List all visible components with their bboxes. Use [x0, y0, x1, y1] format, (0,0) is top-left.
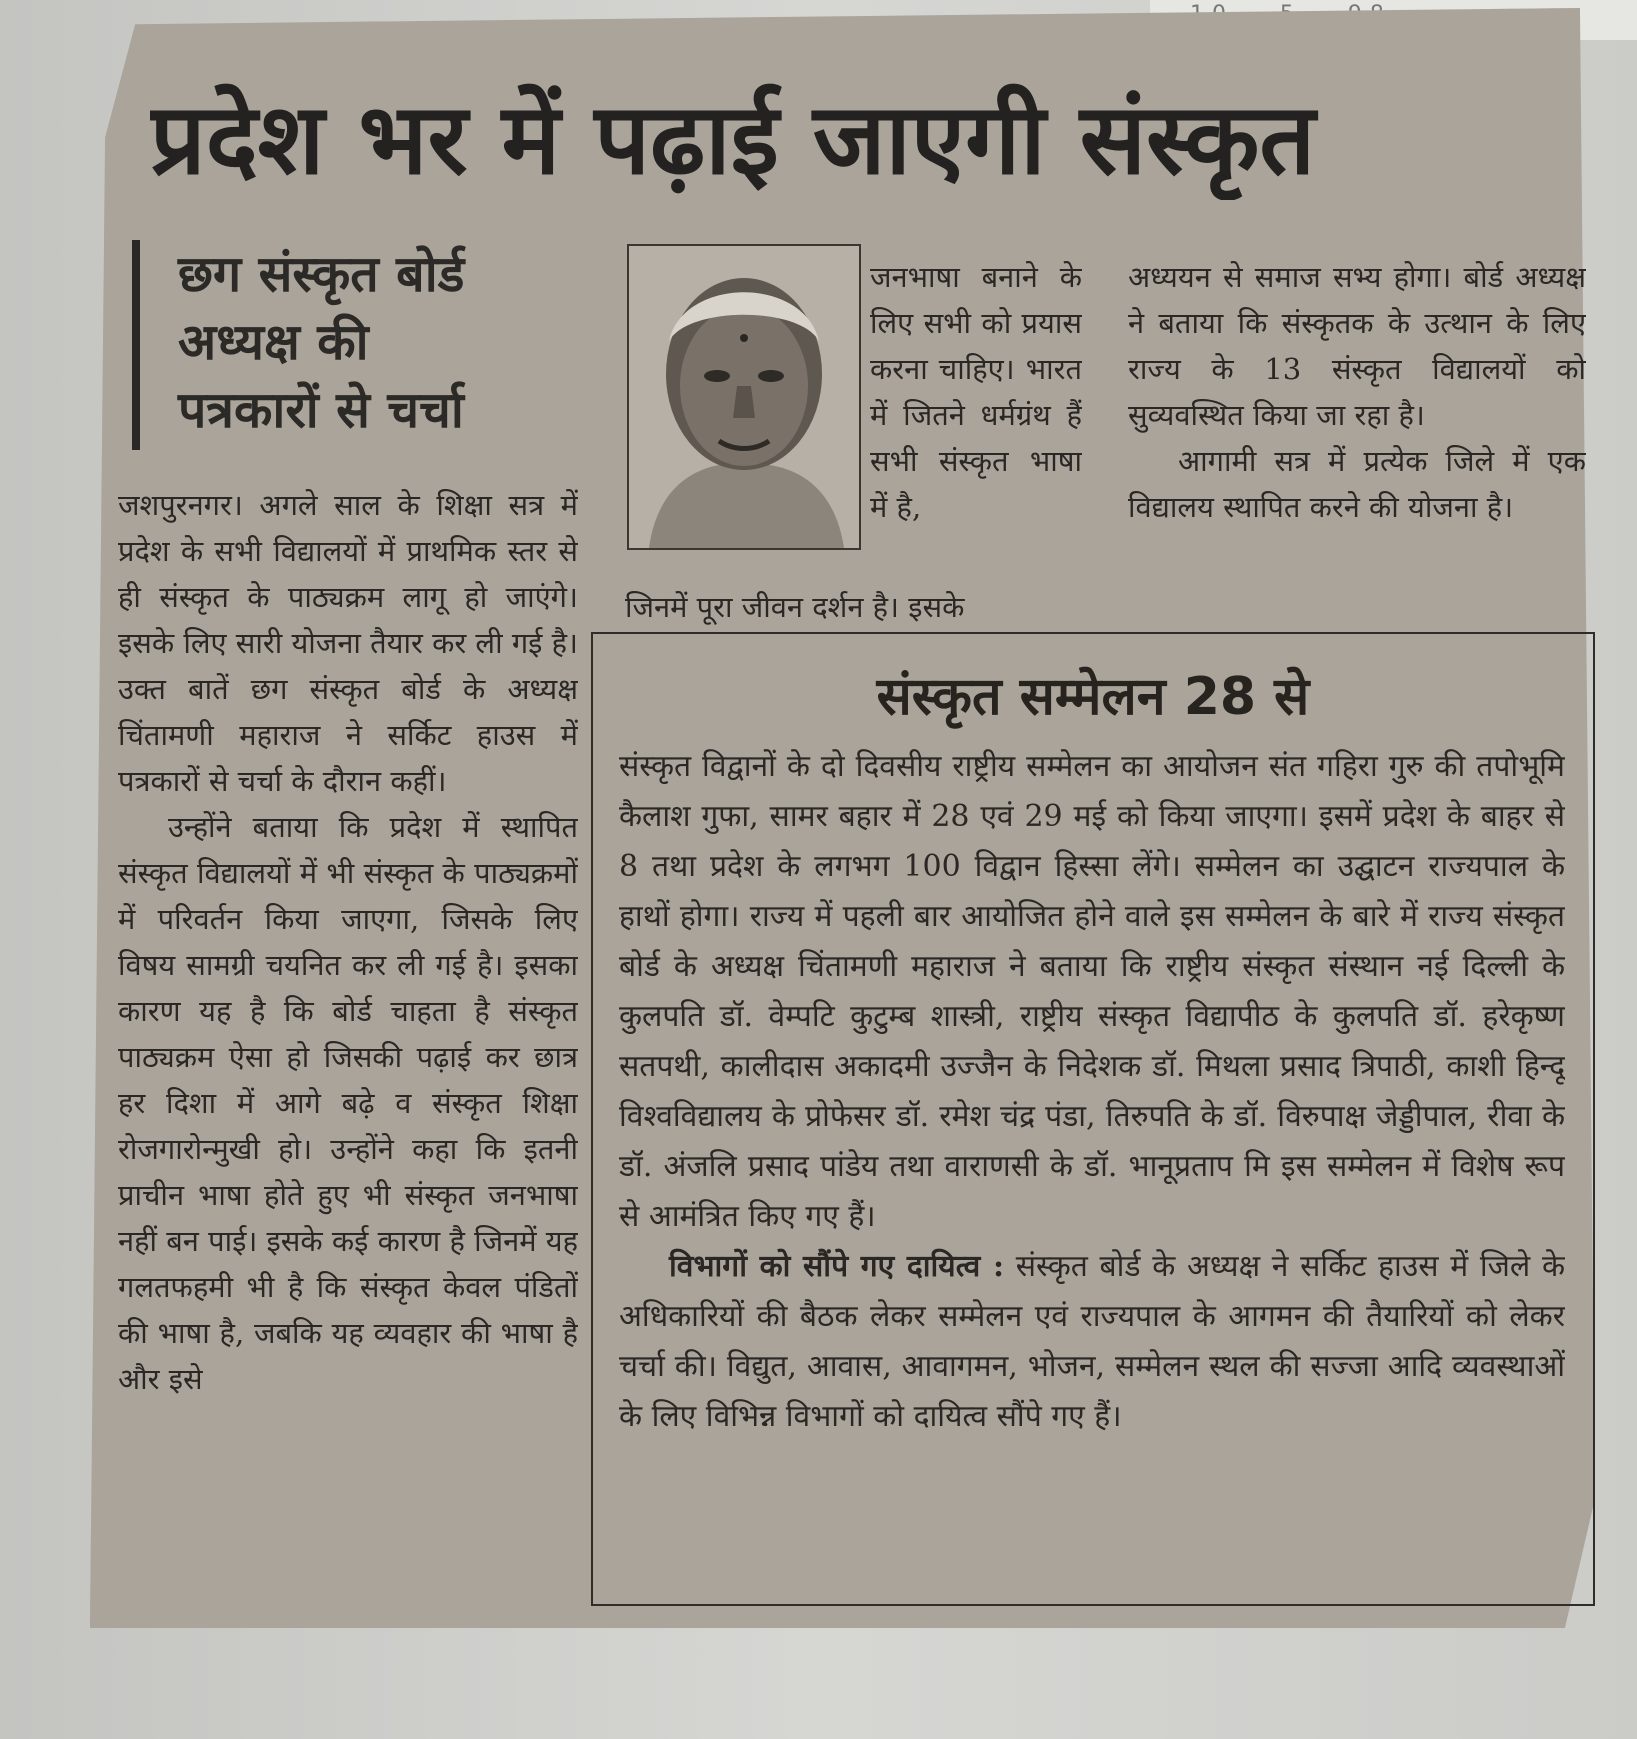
portrait-photo	[627, 244, 861, 550]
right-paragraph-2: आगामी सत्र में प्रत्येक जिले में एक विद्यालय स्थापित करने की योजना है।	[1128, 444, 1586, 524]
box-body	[619, 742, 1565, 1582]
subhead-line-2: अध्यक्ष की	[178, 313, 369, 371]
right-column	[1128, 254, 1586, 634]
box-lead: विभागों को सौंपे गए दायित्व :	[669, 1249, 1005, 1284]
box-paragraph-2	[619, 1242, 1565, 1442]
portrait-image	[629, 246, 859, 548]
left-paragraph-1: जशपुरनगर। अगले साल के शिक्षा सत्र में प्रदेश के सभी विद्यालयों में प्राथमिक स्तर से ही संस्कृत के पाठ्यक्रम लागू हो जाएंगे। इसके लिए सारी योजना तैयार कर ली गई है। उक्त बातें छग संस्कृत बोर्ड के अध्यक्ष चिंतामणी महाराज ने सर्किट हाउस में पत्रकारों से चर्चा के दौरान कहीं।	[118, 488, 578, 798]
subhead-line-1: छग संस्कृत बोर्ड	[178, 245, 465, 303]
headline: प्रदेश भर में पढ़ाई जाएगी संस्कृत	[150, 83, 1316, 197]
middle-column	[870, 254, 1082, 594]
middle-bottom-text: जिनमें पूरा जीवन दर्शन है। इसके	[625, 590, 965, 624]
box-paragraph-1: संस्कृत विद्वानों के दो दिवसीय राष्ट्रीय सम्मेलन का आयोजन संत गहिरा गुरु की तपोभूमि कैलाश गुफा, सामर बहार में 28 एवं 29 मई को किया जाएगा। इसमें प्रदेश के बाहर से 8 तथा प्रदेश के लगभग 100 विद्वान हिस्सा लेंगे। सम्मेलन का उद्घाटन राज्यपाल के हाथों होगा। राज्य में पहली बार आयोजित होने वाले इस सम्मेलन के बारे में राज्य संस्कृत बोर्ड के अध्यक्ष चिंतामणी महाराज ने बताया कि राष्ट्रीय संस्कृत संस्थान नई दिल्ली के कुलपति डॉ. वेम्पटि कुटुम्ब शास्त्री, राष्ट्रीय संस्कृत विद्यापीठ के कुलपति डॉ. हरेकृष्ण सतपथी, कालीदास अकादमी उज्जैन के निदेशक डॉ. मिथला प्रसाद त्रिपाठी, काशी हिन्दू विश्वविद्यालय के प्रोफेसर डॉ. रमेश चंद्र पंडा, तिरुपति के डॉ. विरुपाक्ष जेड्डीपाल, रीवा के डॉ. अंजलि प्रसाद पांडेय तथा वाराणसी के डॉ. भानूप्रताप मि इस सम्मेलन में विशेष रूप से आमंत्रित किए गए हैं।	[619, 749, 1565, 1234]
right-paragraph-1: अध्ययन से समाज सभ्य होगा। बोर्ड अध्यक्ष ने बताया कि संस्कृतक के उत्थान के लिए राज्य के 13 संस्कृत विद्यालयों को सुव्यवस्थित किया जा रहा है।	[1128, 260, 1586, 432]
left-column	[118, 482, 578, 1612]
subheading	[178, 240, 598, 444]
subhead-line-3: पत्रकारों से चर्चा	[178, 381, 464, 439]
box-title: संस्कृत सम्मेलन 28 से	[876, 667, 1310, 727]
middle-paragraph: जनभाषा बनाने के लिए सभी को प्रयास करना चाहिए। भारत में जितने धर्मग्रंथ हैं सभी संस्कृत भाषा में है,	[870, 260, 1082, 524]
left-paragraph-2: उन्होंने बताया कि प्रदेश में स्थापित संस्कृत विद्यालयों में भी संस्कृत के पाठ्यक्रमों में परिवर्तन किया जाएगा, जिसके लिए विषय सामग्री चयनित कर ली गई है। इसका कारण यह है कि बोर्ड चाहता है संस्कृत पाठ्यक्रम ऐसा हो जिसकी पढ़ाई कर छात्र हर दिशा में आगे बढ़े व संस्कृत शिक्षा रोजगारोन्मुखी हो। उन्होंने कहा कि इतनी प्राचीन भाषा होते हुए भी संस्कृत जनभाषा नहीं बन पाई। इसके कई कारण है जिनमें यह गलतफहमी भी है कि संस्कृत केवल पंडितों की भाषा है, जबकि यह व्यवहार की भाषा है और इसे	[118, 810, 578, 1396]
middle-bottom-line	[625, 584, 1085, 634]
box-paragraph-2-text: संस्कृत बोर्ड के अध्यक्ष ने सर्किट हाउस में जिले के अधिकारियों की बैठक लेकर सम्मेलन एवं राज्यपाल के आगमन की तैयारियों को लेकर चर्चा की। विद्युत, आवास, आवागमन, भोजन, सम्मेलन स्थल की सज्जा आदि व्यवस्थाओं के लिए विभिन्न विभागों को दायित्व सौंपे गए हैं।	[619, 1249, 1565, 1434]
subhead-rule	[132, 240, 140, 450]
conference-box	[591, 632, 1595, 1606]
